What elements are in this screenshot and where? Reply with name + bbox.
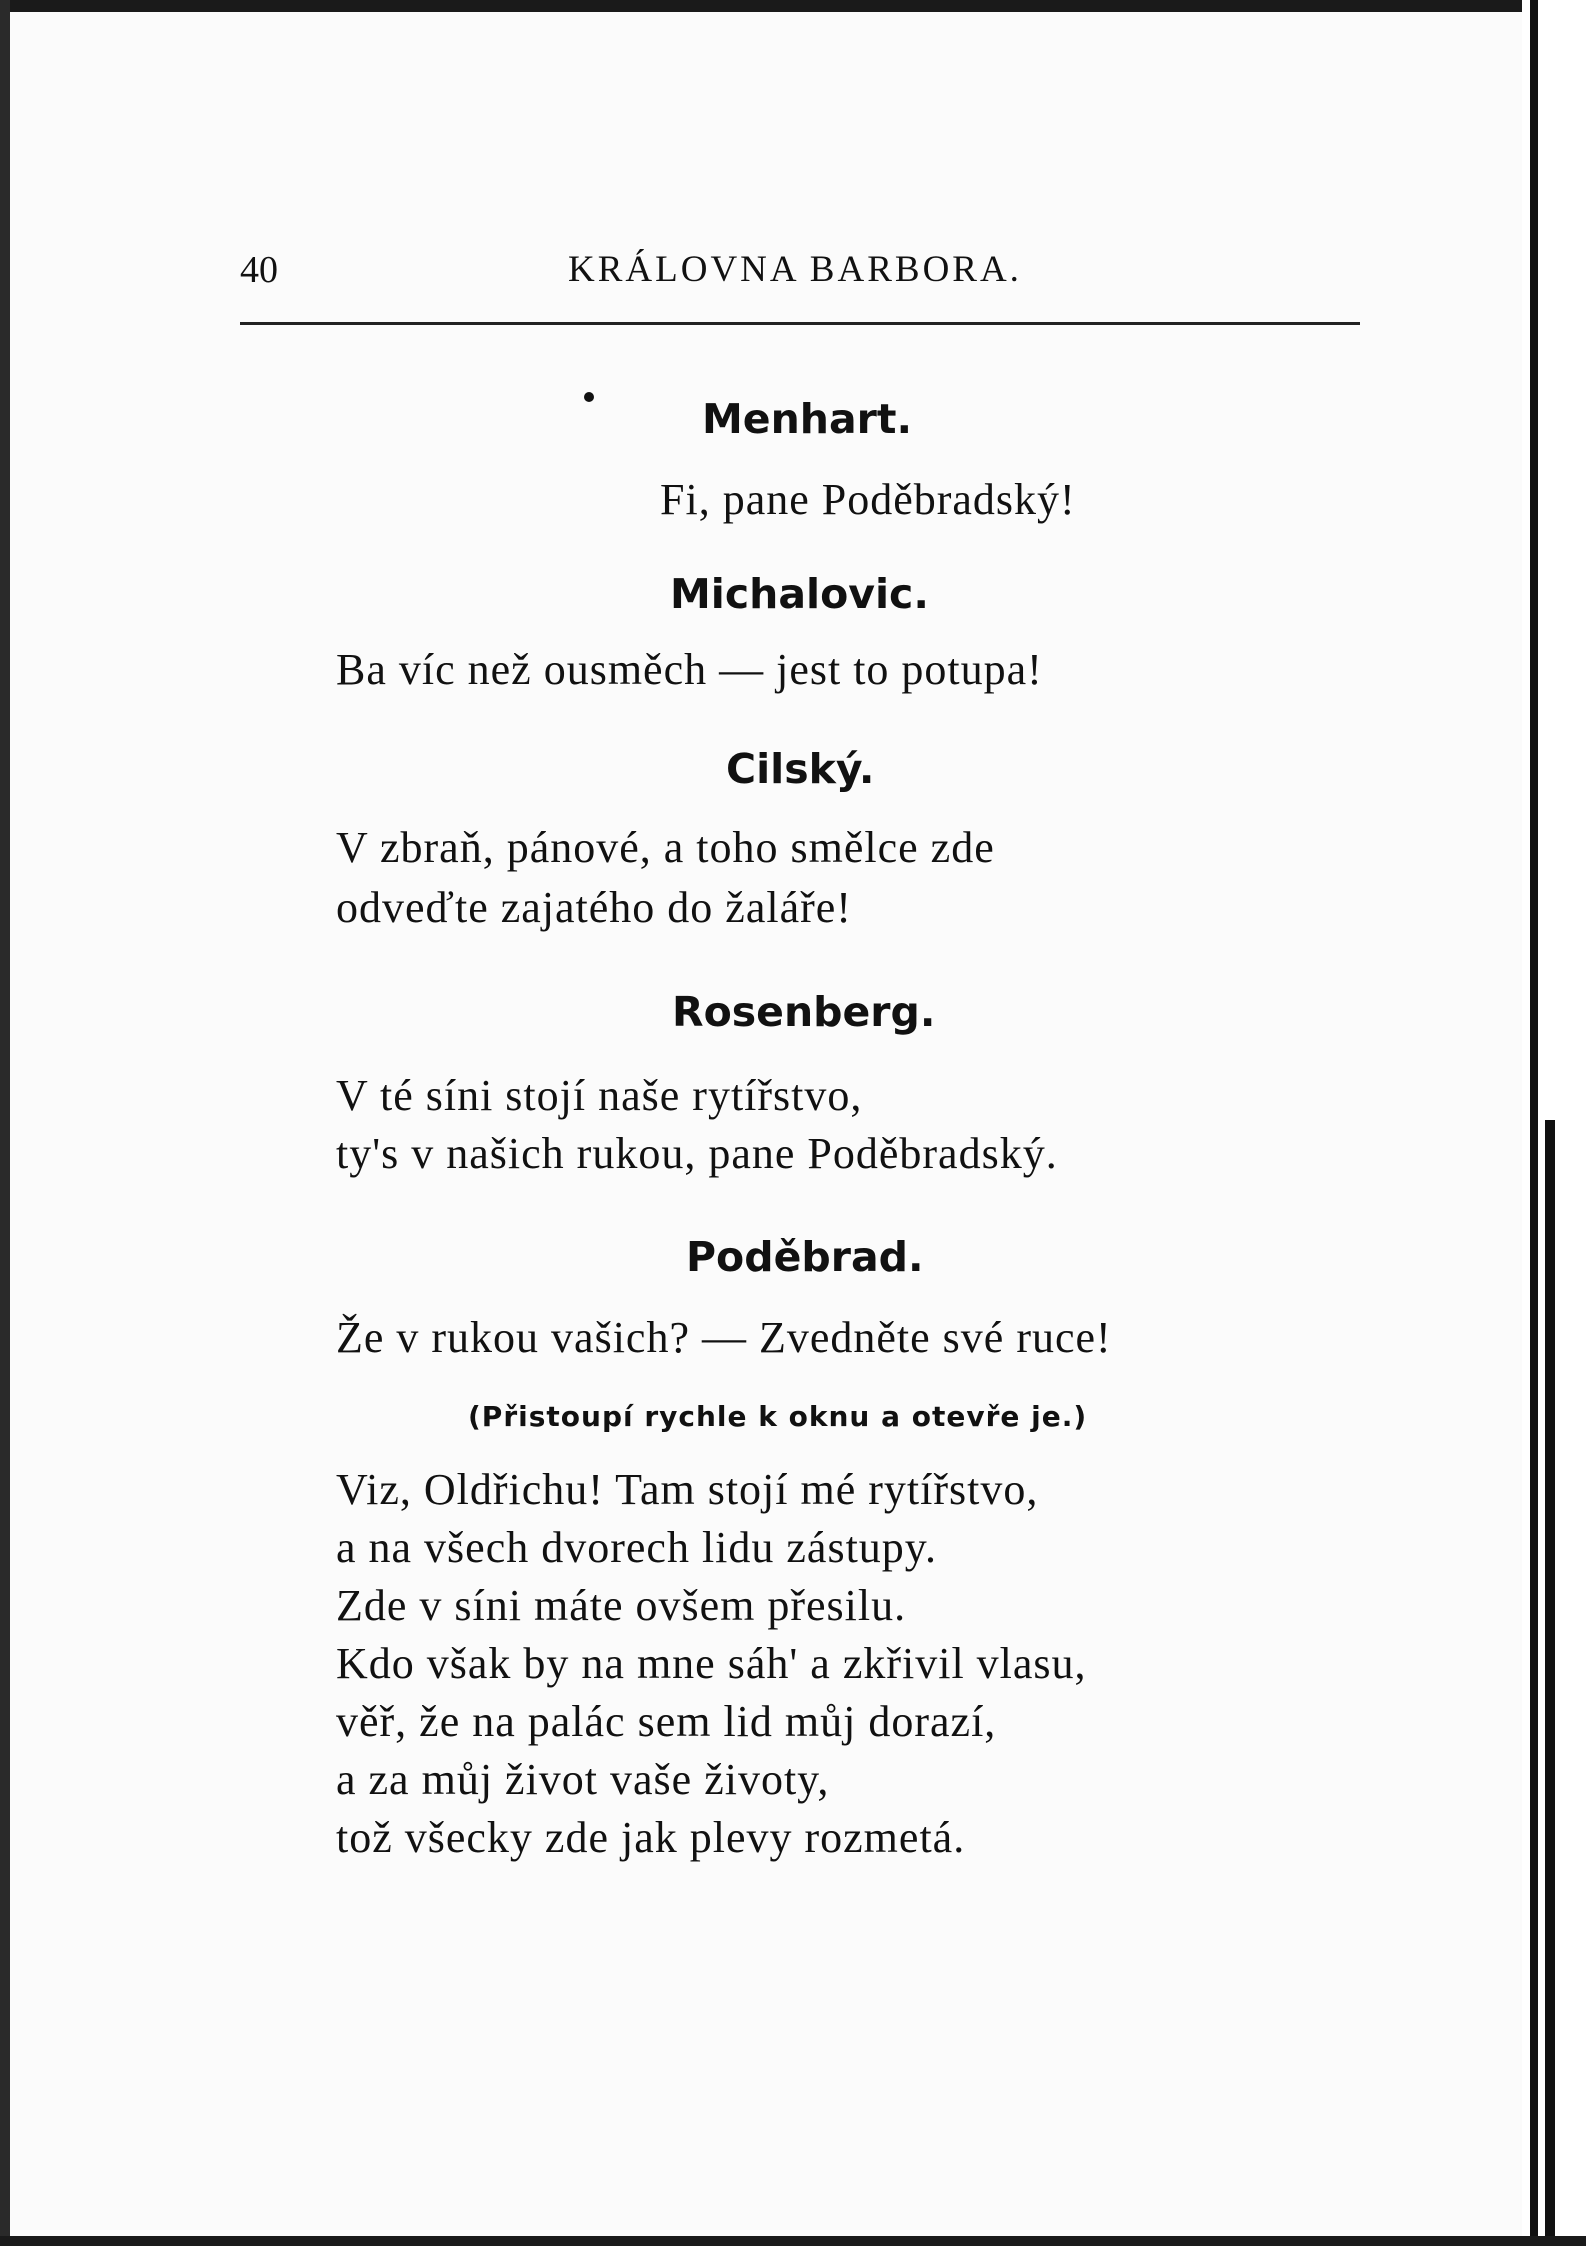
scan-edge-right-line — [1530, 0, 1538, 2246]
speech-line: věř, že na palác sem lid můj dorazí, — [336, 1697, 997, 1746]
dialogue-line: ty's v našich rukou, pane Poděbradský. — [336, 1129, 1058, 1178]
speaker-name: Poděbrad. — [686, 1233, 924, 1281]
running-head — [240, 248, 1360, 298]
dialogue-line: V zbraň, pánové, a toho smělce zde — [336, 823, 995, 872]
dialogue-line: Fi, pane Poděbradský! — [660, 475, 1076, 524]
speech-line: Viz, Oldřichu! Tam stojí mé rytířstvo, — [336, 1465, 1039, 1514]
scan-edge-top — [0, 0, 1586, 12]
speaker-name: Cilský. — [726, 745, 875, 793]
speech-line: Kdo však by na mne sáh' a zkřivil vlasu, — [336, 1639, 1087, 1688]
dialogue-line: V té síni stojí naše rytířstvo, — [336, 1071, 863, 1120]
stage-direction: (Přistoupí rychle k oknu a otevře je.) — [468, 1400, 1088, 1433]
scan-edge-bottom — [0, 2236, 1586, 2246]
dialogue-line: odveďte zajatého do žaláře! — [336, 883, 852, 932]
scan-edge-left — [0, 0, 10, 2246]
speech-line: a na všech dvorech lidu zástupy. — [336, 1523, 937, 1572]
speaker-name: Menhart. — [702, 395, 913, 443]
running-title: KRÁLOVNA BARBORA. — [568, 249, 1022, 290]
speaker-name: Michalovic. — [670, 570, 929, 618]
speaker-name: Rosenberg. — [672, 988, 936, 1036]
speech-line: a za můj život vaše životy, — [336, 1755, 830, 1804]
dialogue-line: Že v rukou vašich? — Zvedněte své ruce! — [336, 1313, 1112, 1362]
speech-line: tož všecky zde jak plevy rozmetá. — [336, 1813, 966, 1862]
speech-line: Zde v síni máte ovšem přesilu. — [336, 1581, 907, 1630]
page-number: 40 — [240, 249, 278, 291]
ink-dot — [584, 392, 594, 402]
header-rule — [240, 322, 1360, 325]
scan-edge-right-line-lower — [1545, 1120, 1555, 2240]
dialogue-line: Ba víc než ousměch — jest to potupa! — [336, 645, 1043, 694]
